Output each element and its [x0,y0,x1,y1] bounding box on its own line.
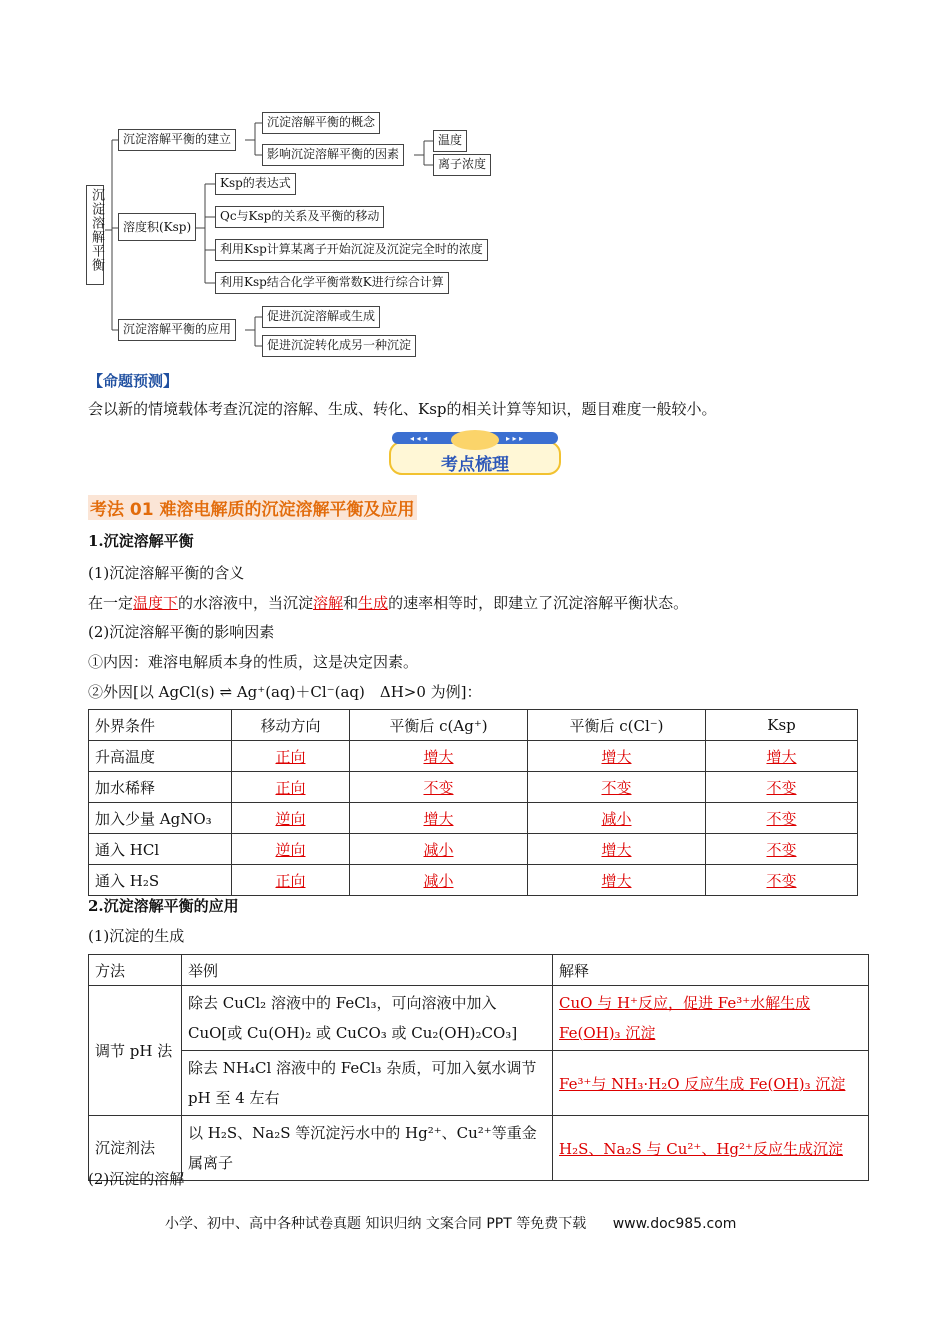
para-external: ②外因[以 AgCl(s) ⇌ Ag⁺(aq)＋Cl⁻(aq) ΔH>0 为例]： [88,683,482,701]
table-cell: 增大 [423,747,454,766]
footer [165,1213,736,1233]
table-cell: CuO 与 H⁺反应，促进 Fe³⁺水解生成 Fe(OH)₃ 沉淀 [559,994,811,1042]
table-row [89,772,858,803]
mindmap-connectors [0,0,950,370]
table-cell: 正向 [275,747,306,766]
factors-table [88,709,858,896]
blank-temperature: 温度下 [133,594,179,612]
table-cell: 正向 [275,778,306,797]
table-header: 移动方向 [232,710,350,741]
table-header: 平衡后 c(Cl⁻) [528,710,706,741]
table-cell: 通入 HCl [89,834,232,865]
table-row [89,1051,869,1116]
footer-url[interactable]: www.doc985.com [612,1216,737,1232]
table-cell: 不变 [766,778,797,797]
table-row [89,741,858,772]
table-cell: 通入 H₂S [89,865,232,896]
formation-table [88,954,869,1181]
table-cell: 正向 [275,871,306,890]
table-header: 举例 [182,955,553,986]
table-cell: 加入少量 AgNO₃ [89,803,232,834]
table-cell: 除去 CuCl₂ 溶液中的 FeCl₃，可向溶液中加入 CuO[或 Cu(OH)₂ 或 CuCO₃ 或 Cu₂(OH)₂CO₃] [182,986,553,1051]
mindmap-node-factors: 影响沉淀溶解平衡的因素 [262,144,404,166]
table-cell: 增大 [601,840,632,859]
subheading-2: 2.沉淀溶解平衡的应用 [88,897,239,915]
table-header: Ksp [706,710,858,741]
para-meaning: 在一定温度下的水溶液中，当沉淀溶解和生成的速率相等时，即建立了沉淀溶解平衡状态。 [88,594,689,612]
table-row [89,803,858,834]
table-header: 解释 [553,955,869,986]
table-cell: 逆向 [275,809,306,828]
svg-text:◂ ◂ ◂: ◂ ◂ ◂ [410,434,428,443]
forecast-text: 会以新的情境载体考查沉淀的溶解、生成、转化、Ksp的相关计算等知识，题目难度一般较小。 [88,400,717,418]
mindmap-node-ksp-expression: Ksp的表达式 [215,173,296,195]
table-cell: 增大 [766,747,797,766]
forecast-title: 【命题预测】 [88,372,179,390]
table-cell: 增大 [601,871,632,890]
table-row [89,865,858,896]
mindmap-node-qc-ksp: Qc与Ksp的关系及平衡的移动 [215,206,384,228]
table-cell: 不变 [766,840,797,859]
mindmap-node-ksp-calc: 利用Ksp计算某离子开始沉淀及沉淀完全时的浓度 [215,239,488,261]
table-header-row [89,955,869,986]
section-title: 考法 01 难溶电解质的沉淀溶解平衡及应用 [88,495,417,520]
table-cell: 加水稀释 [89,772,232,803]
table-cell: 升高温度 [89,741,232,772]
table-cell: 除去 NH₄Cl 溶液中的 FeCl₃ 杂质，可加入氨水调节 pH 至 4 左右 [182,1051,553,1116]
mindmap-node-concept: 沉淀溶解平衡的概念 [262,112,380,134]
table-header: 平衡后 c(Ag⁺) [350,710,528,741]
table-cell: 增大 [423,809,454,828]
table-cell: 减小 [601,809,632,828]
table-row [89,1116,869,1181]
table-header-row [89,710,858,741]
section-banner [388,430,562,476]
mindmap-node-promote-dissolve: 促进沉淀溶解或生成 [262,306,380,328]
para-factors-title: (2)沉淀溶解平衡的影响因素 [88,623,275,641]
table-cell: 不变 [766,871,797,890]
method-ph: 调节 pH 法 [89,986,182,1116]
mindmap-node-ion-concentration: 离子浓度 [433,154,491,176]
method-precipitant: 沉淀剂法 [89,1116,182,1181]
table-header: 外界条件 [89,710,232,741]
table-cell: 不变 [601,778,632,797]
para-internal: ①内因：难溶电解质本身的性质，这是决定因素。 [88,653,419,671]
table-cell: 不变 [423,778,454,797]
mindmap-root: 沉淀溶解平衡 [86,185,104,285]
para-meaning-title: (1)沉淀溶解平衡的含义 [88,564,245,582]
mindmap-node-ksp-k-calc: 利用Ksp结合化学平衡常数K进行综合计算 [215,272,449,294]
blank-dissolve: 溶解 [313,594,344,612]
para-formation-title: (1)沉淀的生成 [88,927,185,945]
table-cell: 减小 [423,840,454,859]
mindmap-node-promote-convert: 促进沉淀转化成另一种沉淀 [262,335,416,357]
banner-label: 考点梳理 [441,455,509,475]
blank-form: 生成 [358,594,389,612]
mindmap-node-temperature: 温度 [433,130,467,152]
table-cell: H₂S、Na₂S 与 Cu²⁺、Hg²⁺反应生成沉淀 [559,1139,843,1158]
table-cell: Fe³⁺与 NH₃·H₂O 反应生成 Fe(OH)₃ 沉淀 [559,1074,846,1093]
mindmap-branch-establish: 沉淀溶解平衡的建立 [118,129,236,151]
para-dissolution-title: (2)沉淀的溶解 [88,1170,185,1188]
svg-text:▸ ▸ ▸: ▸ ▸ ▸ [506,434,524,443]
table-row [89,986,869,1051]
table-cell: 不变 [766,809,797,828]
footer-text: 小学、初中、高中各种试卷真题 知识归纳 文案合同 PPT 等免费下载 [165,1216,587,1232]
table-cell: 以 H₂S、Na₂S 等沉淀污水中的 Hg²⁺、Cu²⁺等重金属离子 [182,1116,553,1181]
table-cell: 增大 [601,747,632,766]
table-cell: 减小 [423,871,454,890]
mindmap-branch-ksp: 溶度积(Ksp) [118,213,196,241]
subheading-1: 1.沉淀溶解平衡 [88,532,194,550]
table-header: 方法 [89,955,182,986]
table-row [89,834,858,865]
mindmap-branch-application: 沉淀溶解平衡的应用 [118,319,236,341]
table-cell: 逆向 [275,840,306,859]
